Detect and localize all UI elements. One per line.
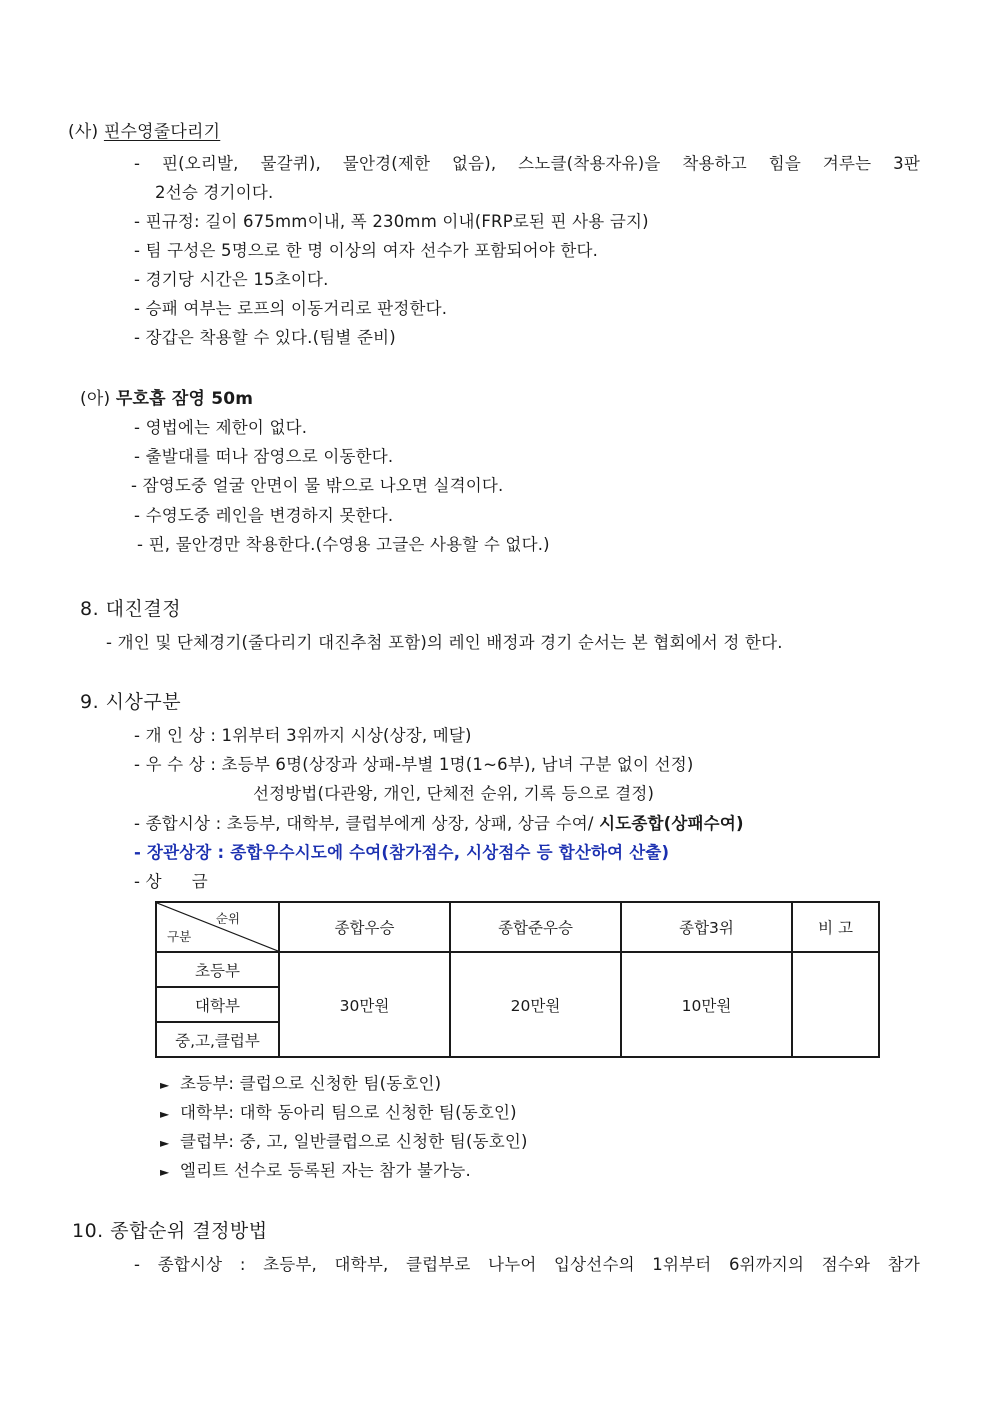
section-a-heading <box>80 384 253 409</box>
corner-top-label: 순위 <box>215 911 240 926</box>
section-8-line-1: - 개인 및 단체경기(줄다리기 대진추첨 포함)의 레인 배정과 경기 순서는 본 협회에서 정 한다. <box>106 633 783 652</box>
note-item-text: 대학부: 대학 동아리 팀으로 신청한 팀(동호인) <box>180 1103 517 1122</box>
corner-bottom-label: 구분 <box>167 929 192 944</box>
section-sa-number: (사) <box>68 122 99 142</box>
note-item <box>160 1128 528 1152</box>
section-9-line-5 <box>134 868 208 892</box>
header-cell: 비 고 <box>792 902 879 952</box>
section-a-title: 무호흡 잠영 50m <box>115 389 254 409</box>
section-10-line-1-text: - 종합시상 : 초등부, 대학부, 클럽부로 나누어 입상선수의 1위부터 6위까지의 점수와 참가 <box>134 1255 920 1274</box>
section-sa-line-3: - 팀 구성은 5명으로 한 명 이상의 여자 선수가 포함되어야 한다. <box>134 241 599 260</box>
section-sa-line-5: - 승패 여부는 로프의 이동거리로 판정한다. <box>134 299 448 318</box>
section-9-line-4: - 장관상장 : 종합우수시도에 수여(참가점수, 시상점수 등 합산하여 산출) <box>134 843 670 862</box>
section-a-line-2: - 출발대를 떠나 잠영으로 이동한다. <box>134 447 394 466</box>
arrow-icon: ► <box>160 1136 170 1150</box>
section-9-line-5-b: 금 <box>191 872 208 891</box>
section-a-line-4: - 수영도중 레인을 변경하지 못한다. <box>134 506 394 525</box>
arrow-icon: ► <box>160 1078 170 1092</box>
section-9-line-3 <box>134 810 744 834</box>
note-item-text: 클럽부: 중, 고, 일반클럽으로 신청한 팀(동호인) <box>180 1132 528 1151</box>
section-sa-line-1b: 2선승 경기이다. <box>155 183 274 202</box>
header-cell: 종합준우승 <box>450 902 621 952</box>
section-10-line-1 <box>134 1251 920 1275</box>
section-9-line-3-bold: 시도종합(상패수여) <box>599 814 744 833</box>
section-9-line-2b: 선정방법(다관왕, 개인, 단체전 순위, 기록 등으로 결정) <box>253 784 655 803</box>
amount-cell: 10만원 <box>621 952 792 1057</box>
note-cell <box>792 952 879 1057</box>
prize-table <box>155 901 880 1058</box>
section-sa-heading <box>68 117 220 142</box>
row-label: 초등부 <box>156 952 279 987</box>
note-item <box>160 1070 441 1094</box>
section-sa-line-1-text: - 핀(오리발, 물갈퀴), 물안경(제한 없음), 스노클(착용자유)을 착용하고 힘을 겨루는 3판 <box>134 154 920 173</box>
note-item-text: 초등부: 클럽으로 신청한 팀(동호인) <box>180 1074 442 1093</box>
row-label: 중,고,클럽부 <box>156 1022 279 1057</box>
note-item-text: 엘리트 선수로 등록된 자는 참가 불가능. <box>180 1161 471 1180</box>
section-sa-line-1 <box>134 150 920 174</box>
section-sa-title: 핀수영줄다리기 <box>103 122 221 142</box>
section-a-number: (아) <box>80 389 111 409</box>
note-item <box>160 1157 471 1181</box>
section-sa-line-2: - 핀규정: 길이 675mm이내, 폭 230mm 이내(FRP로된 핀 사용 금지) <box>134 212 649 231</box>
amount-cell: 20만원 <box>450 952 621 1057</box>
section-sa-line-4: - 경기당 시간은 15초이다. <box>134 270 329 289</box>
table-corner-cell <box>156 902 279 952</box>
section-a-line-1: - 영법에는 제한이 없다. <box>134 418 308 437</box>
header-cell: 종합3위 <box>621 902 792 952</box>
section-sa-line-6: - 장갑은 착용할 수 있다.(팀별 준비) <box>134 328 396 347</box>
arrow-icon: ► <box>160 1165 170 1179</box>
section-8-title: 8. 대진결정 <box>80 598 182 620</box>
section-9-line-5-a: - 상 <box>134 872 162 891</box>
amount-cell: 30만원 <box>279 952 450 1057</box>
header-cell: 종합우승 <box>279 902 450 952</box>
section-9-title: 9. 시상구분 <box>80 691 182 713</box>
note-item <box>160 1099 517 1123</box>
section-10-title: 10. 종합순위 결정방법 <box>72 1220 268 1242</box>
row-label: 대학부 <box>156 987 279 1022</box>
section-9-line-3-text: - 종합시상 : 초등부, 대학부, 클럽부에게 상장, 상패, 상금 수여/ <box>134 814 600 833</box>
section-a-line-3: - 잠영도중 얼굴 안면이 물 밖으로 나오면 실격이다. <box>131 476 504 495</box>
section-9-line-1: - 개 인 상 : 1위부터 3위까지 시상(상장, 메달) <box>134 726 472 745</box>
section-9-line-2: - 우 수 상 : 초등부 6명(상장과 상패-부별 1명(1~6부), 남녀 구분 없이 선정) <box>134 755 694 774</box>
section-a-line-5: - 핀, 물안경만 착용한다.(수영용 고글은 사용할 수 없다.) <box>137 535 550 554</box>
arrow-icon: ► <box>160 1107 170 1121</box>
